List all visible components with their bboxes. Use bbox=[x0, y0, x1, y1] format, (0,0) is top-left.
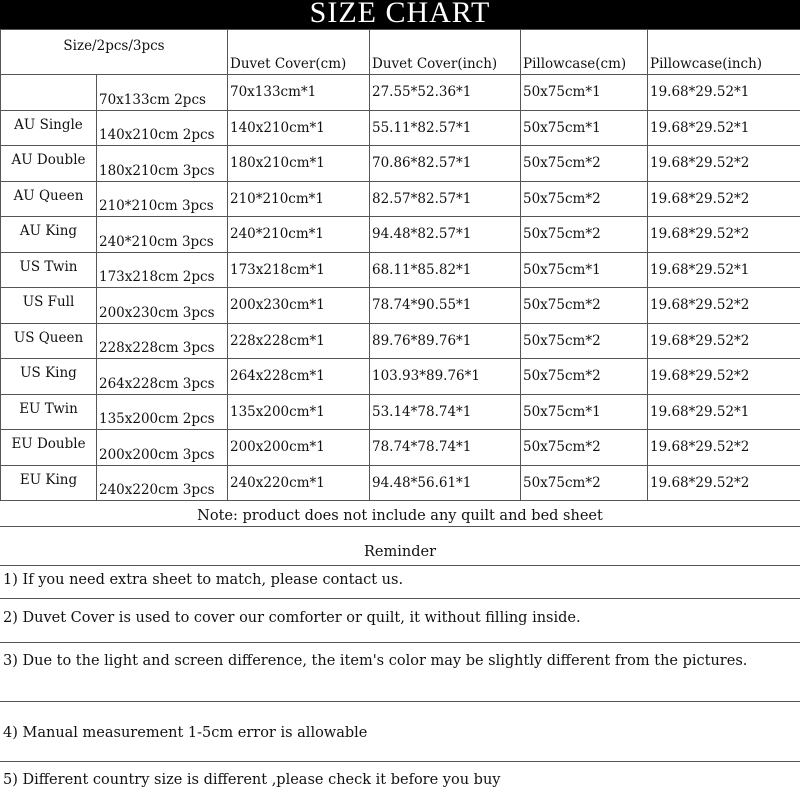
region-cell: EU Twin bbox=[1, 394, 97, 430]
column-header-duvet-cm: Duvet Cover(cm) bbox=[228, 30, 370, 75]
pillow-inch-cell: 19.68*29.52*1 bbox=[648, 75, 800, 111]
table-row bbox=[1, 288, 800, 324]
table-row bbox=[1, 394, 800, 430]
duvet-inch-cell: 103.93*89.76*1 bbox=[370, 359, 521, 395]
pillow-inch-cell: 19.68*29.52*1 bbox=[648, 110, 800, 146]
region-cell: US Twin bbox=[1, 252, 97, 288]
size-cell: 140x210cm 2pcs bbox=[97, 110, 228, 146]
duvet-cm-cell: 140x210cm*1 bbox=[228, 110, 370, 146]
pillow-inch-cell: 19.68*29.52*1 bbox=[648, 394, 800, 430]
size-cell: 173x218cm 2pcs bbox=[97, 252, 228, 288]
pillow-cm-cell: 50x75cm*1 bbox=[521, 394, 648, 430]
size-cell: 210*210cm 3pcs bbox=[97, 181, 228, 217]
pillow-cm-cell: 50x75cm*1 bbox=[521, 252, 648, 288]
table-row bbox=[1, 359, 800, 395]
duvet-cm-cell: 135x200cm*1 bbox=[228, 394, 370, 430]
region-cell: AU King bbox=[1, 217, 97, 253]
duvet-inch-cell: 89.76*89.76*1 bbox=[370, 323, 521, 359]
duvet-inch-cell: 53.14*78.74*1 bbox=[370, 394, 521, 430]
table-row bbox=[1, 323, 800, 359]
pillow-inch-cell: 19.68*29.52*2 bbox=[648, 181, 800, 217]
size-cell: 264x228cm 3pcs bbox=[97, 359, 228, 395]
pillow-cm-cell: 50x75cm*1 bbox=[521, 110, 648, 146]
region-cell bbox=[1, 75, 97, 111]
size-cell: 70x133cm 2pcs bbox=[97, 75, 228, 111]
region-cell: EU Double bbox=[1, 430, 97, 466]
duvet-cm-cell: 228x228cm*1 bbox=[228, 323, 370, 359]
pillow-cm-cell: 50x75cm*2 bbox=[521, 181, 648, 217]
region-cell: EU King bbox=[1, 465, 97, 501]
reminder-item: 1) If you need extra sheet to match, please contact us. bbox=[0, 566, 800, 599]
size-cell: 200x200cm 3pcs bbox=[97, 430, 228, 466]
table-row bbox=[1, 252, 800, 288]
duvet-cm-cell: 240x220cm*1 bbox=[228, 465, 370, 501]
pillow-cm-cell: 50x75cm*2 bbox=[521, 359, 648, 395]
table-body bbox=[1, 75, 800, 501]
reminder-item: 4) Manual measurement 1-5cm error is allowable bbox=[0, 702, 800, 762]
table-row bbox=[1, 217, 800, 253]
note-text: Note: product does not include any quilt and bed sheet bbox=[0, 498, 800, 527]
table-row bbox=[1, 75, 800, 111]
pillow-cm-cell: 50x75cm*2 bbox=[521, 146, 648, 182]
region-cell: US Full bbox=[1, 288, 97, 324]
duvet-cm-cell: 200x230cm*1 bbox=[228, 288, 370, 324]
page-title: SIZE CHART bbox=[0, 0, 800, 29]
duvet-cm-cell: 264x228cm*1 bbox=[228, 359, 370, 395]
duvet-inch-cell: 94.48*82.57*1 bbox=[370, 217, 521, 253]
region-cell: AU Double bbox=[1, 146, 97, 182]
region-cell: US King bbox=[1, 359, 97, 395]
table-row bbox=[1, 465, 800, 501]
table-row bbox=[1, 146, 800, 182]
duvet-inch-cell: 78.74*90.55*1 bbox=[370, 288, 521, 324]
table-row bbox=[1, 430, 800, 466]
reminder-item: 5) Different country size is different ,please check it before you buy bbox=[3, 772, 501, 788]
pillow-inch-cell: 19.68*29.52*2 bbox=[648, 217, 800, 253]
size-cell: 180x210cm 3pcs bbox=[97, 146, 228, 182]
duvet-inch-cell: 27.55*52.36*1 bbox=[370, 75, 521, 111]
table-row bbox=[1, 110, 800, 146]
pillow-inch-cell: 19.68*29.52*2 bbox=[648, 465, 800, 501]
duvet-cm-cell: 70x133cm*1 bbox=[228, 75, 370, 111]
pillow-inch-cell: 19.68*29.52*1 bbox=[648, 252, 800, 288]
region-cell: US Queen bbox=[1, 323, 97, 359]
pillow-cm-cell: 50x75cm*2 bbox=[521, 430, 648, 466]
duvet-cm-cell: 180x210cm*1 bbox=[228, 146, 370, 182]
column-header-size: Size/2pcs/3pcs bbox=[1, 30, 228, 75]
duvet-inch-cell: 68.11*85.82*1 bbox=[370, 252, 521, 288]
duvet-inch-cell: 82.57*82.57*1 bbox=[370, 181, 521, 217]
duvet-inch-cell: 94.48*56.61*1 bbox=[370, 465, 521, 501]
size-cell: 228x228cm 3pcs bbox=[97, 323, 228, 359]
column-header-pillow-cm: Pillowcase(cm) bbox=[521, 30, 648, 75]
pillow-cm-cell: 50x75cm*2 bbox=[521, 465, 648, 501]
pillow-cm-cell: 50x75cm*1 bbox=[521, 75, 648, 111]
duvet-cm-cell: 173x218cm*1 bbox=[228, 252, 370, 288]
pillow-inch-cell: 19.68*29.52*2 bbox=[648, 430, 800, 466]
duvet-inch-cell: 78.74*78.74*1 bbox=[370, 430, 521, 466]
size-cell: 240x220cm 3pcs bbox=[97, 465, 228, 501]
pillow-cm-cell: 50x75cm*2 bbox=[521, 323, 648, 359]
reminder-item: 2) Duvet Cover is used to cover our comforter or quilt, it without filling inside. bbox=[0, 599, 800, 643]
pillow-inch-cell: 19.68*29.52*2 bbox=[648, 288, 800, 324]
pillow-cm-cell: 50x75cm*2 bbox=[521, 288, 648, 324]
pillow-inch-cell: 19.68*29.52*2 bbox=[648, 323, 800, 359]
duvet-cm-cell: 240*210cm*1 bbox=[228, 217, 370, 253]
header-row bbox=[1, 30, 800, 75]
reminder-item: 3) Due to the light and screen difference, the item's color may be slightly different from the pictures. bbox=[0, 643, 800, 702]
pillow-inch-cell: 19.68*29.52*2 bbox=[648, 359, 800, 395]
size-cell: 240*210cm 3pcs bbox=[97, 217, 228, 253]
region-cell: AU Single bbox=[1, 110, 97, 146]
pillow-cm-cell: 50x75cm*2 bbox=[521, 217, 648, 253]
duvet-inch-cell: 70.86*82.57*1 bbox=[370, 146, 521, 182]
size-chart-table bbox=[0, 29, 800, 501]
reminder-heading: Reminder bbox=[0, 527, 800, 566]
duvet-inch-cell: 55.11*82.57*1 bbox=[370, 110, 521, 146]
size-cell: 200x230cm 3pcs bbox=[97, 288, 228, 324]
region-cell: AU Queen bbox=[1, 181, 97, 217]
table-row bbox=[1, 181, 800, 217]
duvet-cm-cell: 210*210cm*1 bbox=[228, 181, 370, 217]
size-cell: 135x200cm 2pcs bbox=[97, 394, 228, 430]
pillow-inch-cell: 19.68*29.52*2 bbox=[648, 146, 800, 182]
duvet-cm-cell: 200x200cm*1 bbox=[228, 430, 370, 466]
table-header bbox=[1, 30, 800, 75]
column-header-pillow-inch: Pillowcase(inch) bbox=[648, 30, 800, 75]
column-header-duvet-inch: Duvet Cover(inch) bbox=[370, 30, 521, 75]
